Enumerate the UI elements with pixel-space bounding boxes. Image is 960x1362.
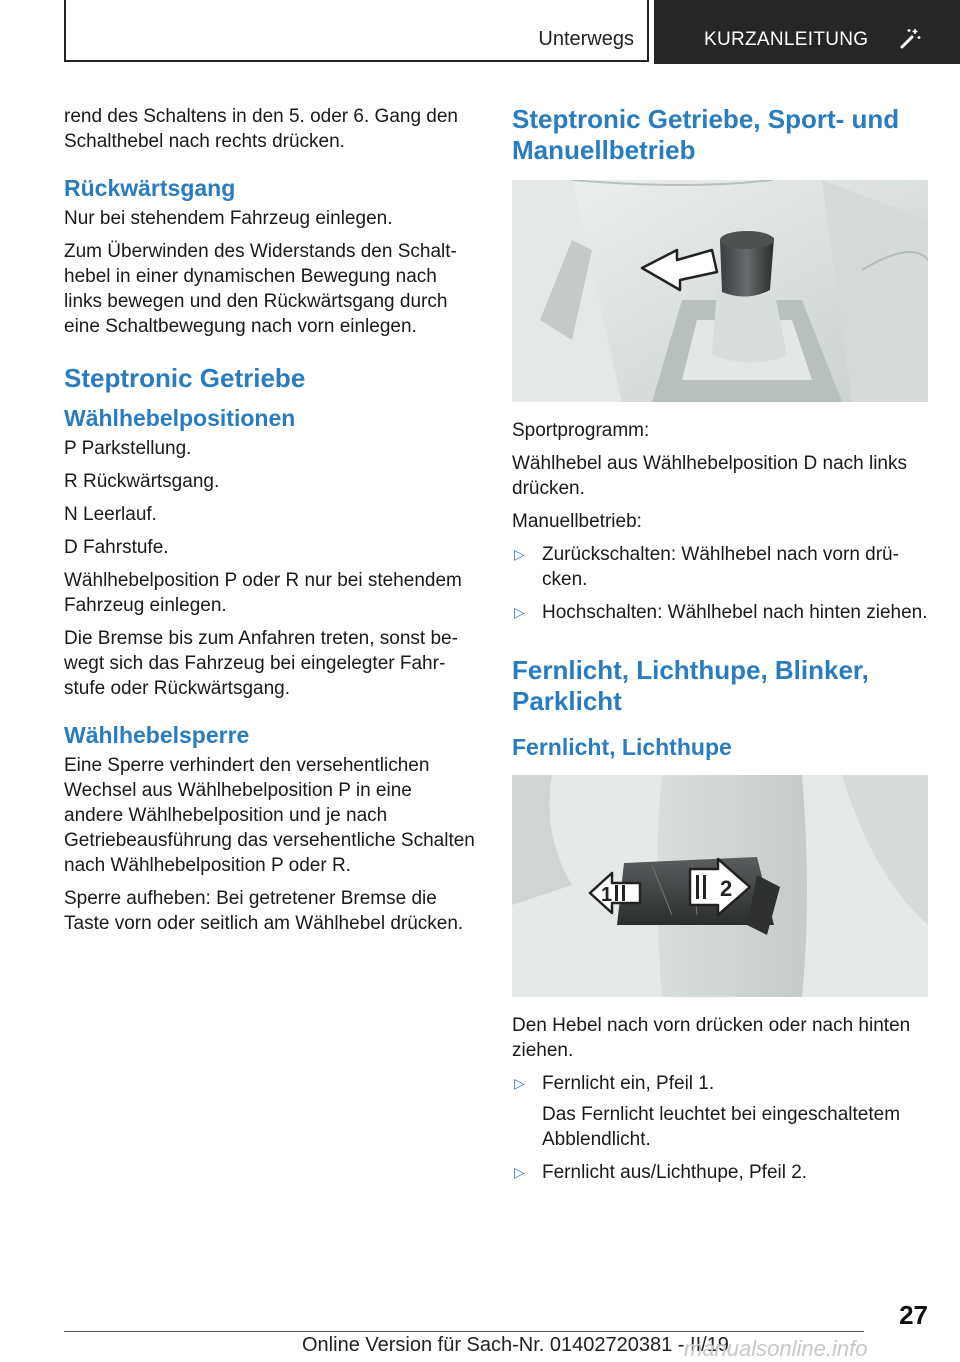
steptronic-paragraph-2: Die Bremse bis zum Anfahren treten, sonst bewegt sich das Fahrzeug bei eingelegter Fahrstufe oder Rückwärtsgang. <box>64 628 458 699</box>
arrow-label-1: 1 <box>601 884 613 906</box>
lights-list <box>512 1071 930 1185</box>
triangle-bullet-icon: ▷ <box>514 546 525 562</box>
reverse-paragraph-1: Nur bei stehendem Fahrzeug einlegen. <box>64 208 393 229</box>
high-beam-heading: Fernlicht, Lichthupe <box>512 734 732 760</box>
reverse-heading: Rückwärtsgang <box>64 175 236 201</box>
reverse-paragraph-2: Zum Überwinden des Widerstands den Schalthebel in einer dynamischen Bewegung nach links bewegen und den Rückwärtsgang durch eine Schaltbewegung nach vorn einlegen. <box>64 241 457 337</box>
right-column <box>512 104 930 1193</box>
steptronic-heading: Steptronic Getriebe <box>64 363 306 393</box>
list-item-text: Fernlicht aus/Lichthupe, Pfeil 2. <box>542 1162 808 1183</box>
lock-paragraph-1: Eine Sperre verhindert den versehentlichen Wechsel aus Wählhebelposition P in eine andere Wählhebelposition und je nach Getriebeausführung das versehentliche Schalten nach Wählhebelposition P oder R. <box>64 755 475 876</box>
header-chapter-label: KURZANLEITUNG <box>704 29 869 50</box>
arrow-label-2: 2 <box>720 876 733 901</box>
list-item <box>512 1160 930 1185</box>
lights-paragraph: Den Hebel nach vorn drücken oder nach hinten ziehen. <box>512 1015 911 1061</box>
page-number: 27 <box>899 1300 928 1330</box>
page-header <box>0 0 960 66</box>
watermark: manualsonline.info <box>684 1336 868 1361</box>
footer-divider <box>64 1331 864 1332</box>
gear-selector-drawing <box>512 180 928 402</box>
selector-positions-heading: Wählhebelpositionen <box>64 405 296 431</box>
footer-version-text: Online Version für Sach-Nr. 01402720381 - II/19 <box>302 1334 729 1356</box>
selector-lock-heading: Wählhebelsperre <box>64 722 250 748</box>
list-item <box>512 542 930 592</box>
list-item-text: Hochschalten: Wählhebel nach hinten ziehen. <box>542 602 928 623</box>
sport-paragraph-1: Sportprogramm: <box>512 420 650 441</box>
magic-wand-icon <box>898 26 922 50</box>
triangle-bullet-icon: ▷ <box>514 1075 525 1091</box>
lever-drawing <box>512 775 928 997</box>
turn-signal-lever-illustration <box>512 775 928 997</box>
list-item-subtext: Das Fernlicht leuchtet bei eingeschaltetem Abblendlicht. <box>542 1104 901 1150</box>
list-item-text: Zurückschalten: Wählhebel nach vorn drücken. <box>542 544 899 590</box>
header-chapter-tab[interactable] <box>654 0 960 64</box>
list-item <box>512 600 930 625</box>
steptronic-paragraph-1: Wählhebelposition P oder R nur bei stehendem Fahrzeug einlegen. <box>64 570 462 616</box>
position-n: N Leerlauf. <box>64 504 157 525</box>
gear-selector-illustration <box>512 180 928 402</box>
sport-paragraph-2: Wählhebel aus Wählhebelposition D nach links drücken. <box>512 453 908 499</box>
triangle-bullet-icon: ▷ <box>514 1164 525 1180</box>
position-p: P Parkstellung. <box>64 438 192 459</box>
manual-paragraph: Manuellbetrieb: <box>512 511 642 532</box>
header-section-title: Unterwegs <box>538 28 634 50</box>
list-item <box>512 1071 930 1152</box>
list-item-text: Fernlicht ein, Pfeil 1. <box>542 1073 715 1094</box>
left-column <box>64 104 476 944</box>
lock-paragraph-2: Sperre aufheben: Bei getretener Bremse die Taste vorn oder seitlich am Wählhebel drücken. <box>64 888 464 934</box>
triangle-bullet-icon: ▷ <box>514 604 525 620</box>
lights-heading: Fernlicht, Lichthupe, Blinker, Parklicht <box>512 655 869 716</box>
position-r: R Rückwärtsgang. <box>64 471 220 492</box>
position-d: D Fahrstufe. <box>64 537 169 558</box>
sport-manual-heading: Steptronic Getriebe, Sport- und Manuellbetrieb <box>512 104 900 165</box>
intro-paragraph: rend des Schaltens in den 5. oder 6. Gang den Schalthebel nach rechts drücken. <box>64 106 458 152</box>
manual-list <box>512 542 930 625</box>
